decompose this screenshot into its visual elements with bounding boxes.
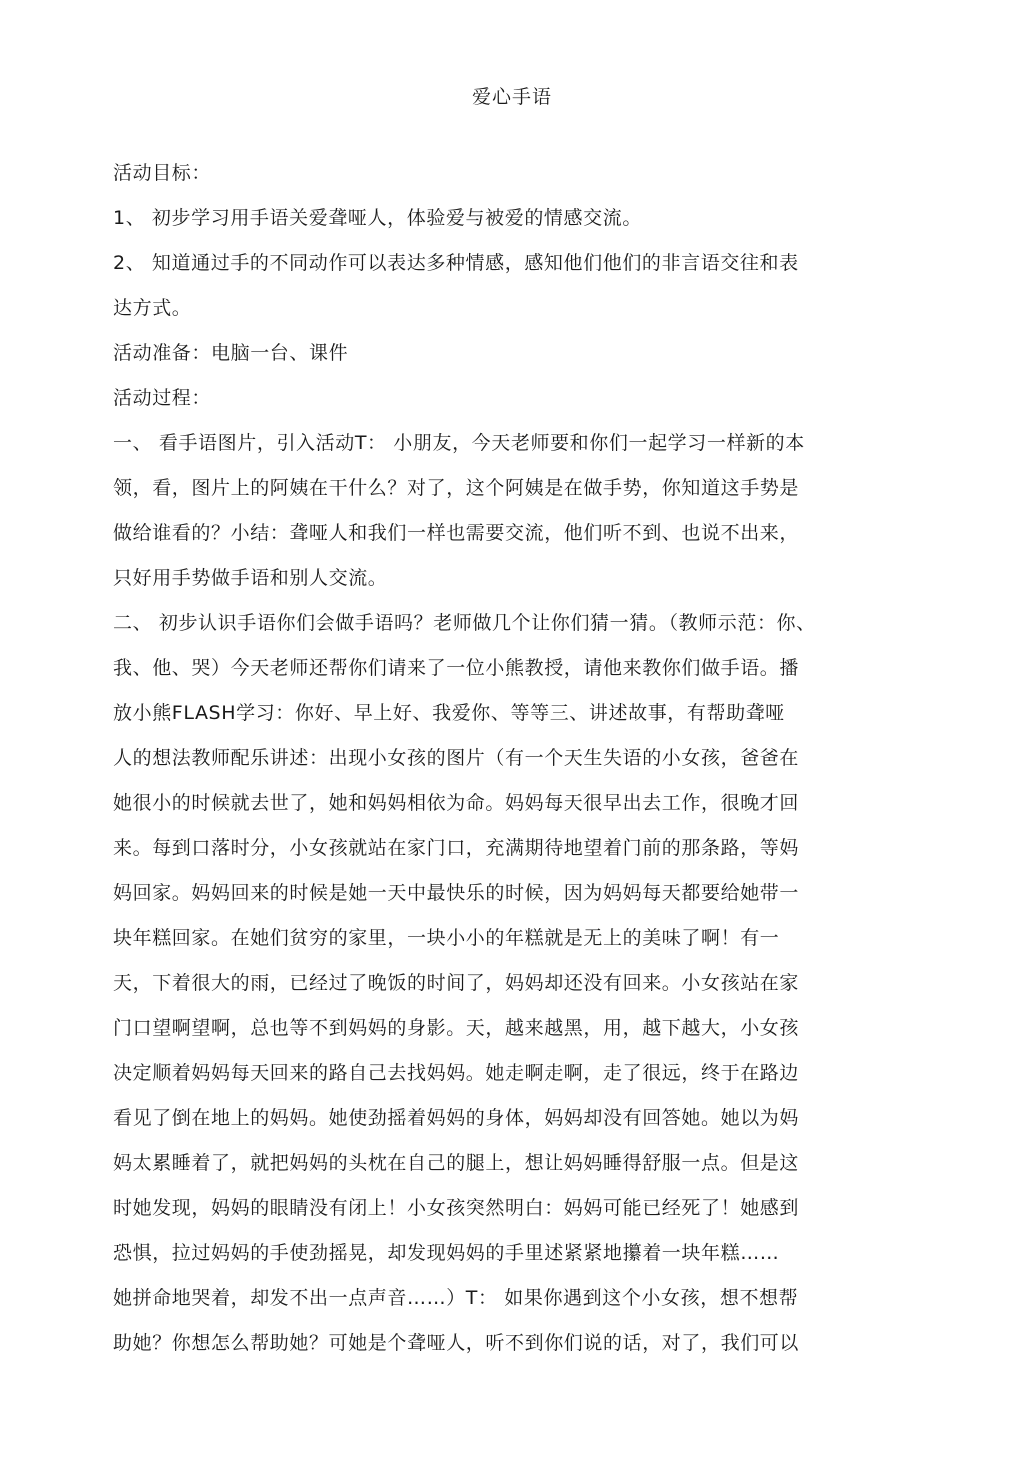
text-line: 领，看，图片上的阿姨在干什么？对了，这个阿姨是在做手势，你知道这手势是 <box>113 477 800 499</box>
text-line: 来。每到口落时分，小女孩就站在家门口，充满期待地望着门前的那条路，等妈 <box>113 837 800 859</box>
text-line: 我、他、哭）今天老师还帮你们请来了一位小熊教授，请他来教你们做手语。播 <box>113 657 800 679</box>
text-line: 人的想法教师配乐讲述：出现小女孩的图片（有一个天生失语的小女孩，爸爸在 <box>113 747 800 769</box>
text-line-preparation: 活动准备：电脑一台、课件 <box>113 342 349 364</box>
text-line-objective-2-cont: 达方式。 <box>113 297 192 319</box>
text-line: 恐惧，拉过妈妈的手使劲摇晃，却发现妈妈的手里述紧紧地攥着一块年糕…… <box>113 1242 780 1264</box>
text-line: 天，下着很大的雨，已经过了晚饭的时间了，妈妈却还没有回来。小女孩站在家 <box>113 972 800 994</box>
text-line: 只好用手势做手语和别人交流。 <box>113 567 388 589</box>
text-line-objective-1: 1、 初步学习用手语关爱聋哑人，体验爱与被爱的情感交流。 <box>113 207 642 229</box>
text-line-objective-2: 2、 知道通过手的不同动作可以表达多种情感，感知他们他们的非言语交往和表 <box>113 252 799 274</box>
text-line: 放小熊FLASH学习：你好、早上好、我爱你、等等三、讲述故事，有帮助聋哑 <box>113 702 785 724</box>
text-line: 她很小的时候就去世了，她和妈妈相依为命。妈妈每天很早出去工作，很晚才回 <box>113 792 800 814</box>
document-title: 爱心手语 <box>471 86 552 108</box>
text-line: 做给谁看的？小结：聋哑人和我们一样也需要交流，他们听不到、也说不出来， <box>113 522 800 544</box>
text-line: 时她发现，妈妈的眼睛没有闭上！小女孩突然明白：妈妈可能已经死了！她感到 <box>113 1197 800 1219</box>
text-line: 妈回家。妈妈回来的时候是她一天中最快乐的时候，因为妈妈每天都要给她带一 <box>113 882 800 904</box>
text-line-step-2: 二、 初步认识手语你们会做手语吗？老师做几个让你们猜一猜。（教师示范：你、 <box>113 612 816 634</box>
text-line-process-heading: 活动过程： <box>113 387 212 409</box>
text-line: 看见了倒在地上的妈妈。她使劲摇着妈妈的身体，妈妈却没有回答她。她以为妈 <box>113 1107 800 1129</box>
text-line: 妈太累睡着了，就把妈妈的头枕在自己的腿上，想让妈妈睡得舒服一点。但是这 <box>113 1152 800 1174</box>
text-line: 助她？你想怎么帮助她？可她是个聋哑人，听不到你们说的话，对了，我们可以 <box>113 1332 800 1354</box>
text-line: 她拼命地哭着，却发不出一点声音……）T： 如果你遇到这个小女孩，想不想帮 <box>113 1287 799 1309</box>
text-line: 决定顺着妈妈每天回来的路自己去找妈妈。她走啊走啊，走了很远，终于在路边 <box>113 1062 800 1084</box>
text-line: 块年糕回家。在她们贫穷的家里，一块小小的年糕就是无上的美味了啊！有一 <box>113 927 780 949</box>
text-line-objectives-heading: 活动目标： <box>113 162 212 184</box>
text-line: 门口望啊望啊，总也等不到妈妈的身影。天，越来越黑，用，越下越大，小女孩 <box>113 1017 800 1039</box>
text-line-step-1: 一、 看手语图片，引入活动T： 小朋友，今天老师要和你们一起学习一样新的本 <box>113 432 805 454</box>
